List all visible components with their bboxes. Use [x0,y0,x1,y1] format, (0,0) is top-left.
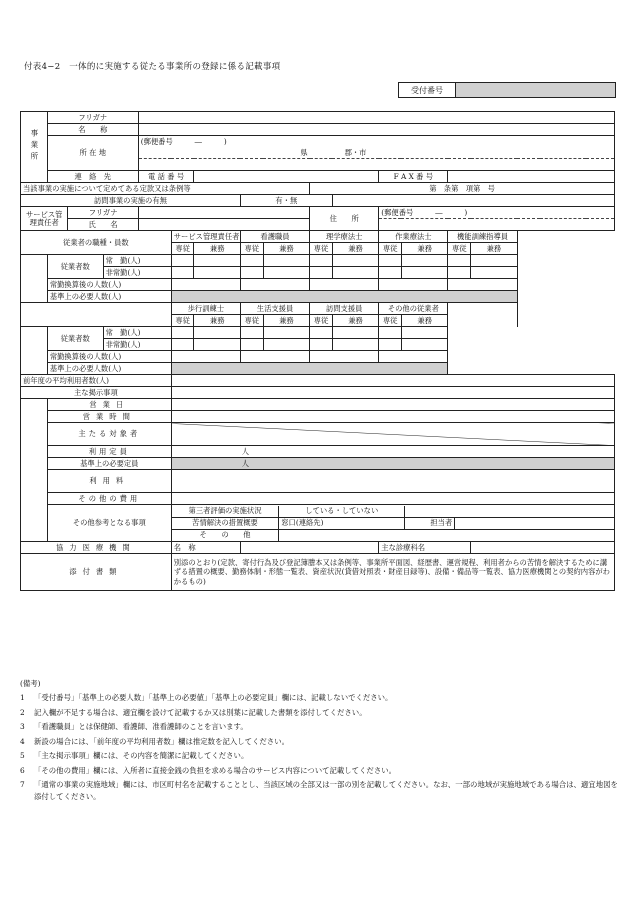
hours-field[interactable] [171,411,614,423]
receipt-number-box [398,82,616,98]
note-item: 6 「その他の費用」欄には、入所者に直接金銭の負担を求める場合のサービス内容について記載してください。 [20,765,396,775]
parttime-label: 兼務 [263,315,309,327]
office-phone-label: 電 話 番 号 [138,171,194,183]
role-5: 機能訓練指導員 [448,231,517,243]
fulltime-label: 専従 [310,243,333,255]
hours-label: 営業時間 [47,411,171,423]
role-1: サービス管理責任者 [171,231,240,243]
days-label: 営業日 [47,399,171,411]
note-item: 1 「受付番号」「基準上の必要人数」「基準上の必要値」「基準上の必要定員」欄には、記載しないでください。 [20,693,393,703]
fulltime-label: 専従 [240,315,263,327]
parttime-label: 兼務 [401,243,447,255]
capacity-label: 利用定員 [47,446,171,458]
receipt-number-label: 受付番号 [399,83,456,97]
visit-label: 訪問事業の実施の有無 [21,195,241,207]
parttime-label: 兼務 [194,243,240,255]
notes-section [20,678,620,805]
manager-furigana-field[interactable] [138,207,309,219]
office-name-label: 名 称 [47,124,138,136]
manager-label: サービス管理責任者 [21,207,68,231]
manager-name-field[interactable] [138,219,309,231]
other-fee-label: その他の費用 [47,493,171,505]
attach-text: 別添のとおり(定款、寄付行為及び登記簿謄本又は条例等、事業所平面図、経歴書、運営規程、利用者からの苦情を解決するために講ずる措置の概要、勤務体制・形態一覧表、資産状況(貸借対照表・財産目録等)、設備・備品等一覧表、協力医療機関との契約内容がわかるもの) [171,554,614,591]
registration-form-table [20,111,615,591]
notes-heading: (備考) [20,679,41,688]
cooperation-name-field[interactable] [240,542,378,554]
note-item: 5 「主な掲示事項」欄には、その内容を簡潔に記載してください。 [20,751,249,761]
nonregular-label-2: 非常勤(人) [103,339,171,351]
staff-count-label-2: 従業者数 [47,327,103,351]
third-party-value[interactable]: している・していない [279,506,405,518]
fulltime-label: 専従 [379,243,402,255]
days-field[interactable] [171,399,614,411]
office-furigana-field[interactable] [138,112,614,124]
other-fee-field[interactable] [171,493,614,505]
attach-label: 添付書類 [21,554,172,591]
staff-header: 従業者の職種・員数 [21,231,172,255]
regular-label-2: 常 勤(人) [103,327,171,339]
parttime-label: 兼務 [194,315,240,327]
role-2: 看護職員 [240,231,309,243]
note-item: 4 新設の場合には、「前年度の平均利用者数」欄は推定数を記入してください。 [20,736,289,746]
converted-label: 常勤換算後の人数(人) [47,279,171,291]
fulltime-label: 専従 [171,243,194,255]
parttime-label: 兼務 [263,243,309,255]
window-label[interactable]: 窓口(連絡先) [279,517,405,529]
cooperation-name-label: 名 称 [171,542,240,554]
third-party-label: 第三者評価の実施状況 [172,506,279,518]
visit-value[interactable]: 有・無 [240,195,332,207]
fee-field[interactable] [171,470,614,493]
role-7: 生活支援員 [240,303,309,315]
manager-name-label: 氏 名 [68,219,138,231]
role-4: 作業療法士 [379,231,448,243]
required-label-2: 基準上の必要人数(人) [47,363,171,375]
fulltime-label: 専従 [310,315,333,327]
required-shaded [171,291,517,303]
note-item: 7 「通常の事業の実施地域」欄には、市区町村名を記載することとし、当該区域の全部又は一部の別を記載してください。なお、一部の地域が実施地域である場合は、適宜地図を添付してください。 [20,780,618,801]
role-3: 理学療法士 [310,231,379,243]
target-field[interactable] [171,423,614,446]
avg-users-label: 前年度の平均利用者数(人) [21,375,172,387]
parttime-label: 兼務 [332,243,378,255]
office-fax-label: F A X 番 号 [379,171,448,183]
office-furigana-label: フリガナ [47,112,138,124]
fulltime-label: 専従 [379,315,402,327]
office-phone-field[interactable] [194,171,379,183]
regulation-value[interactable]: 第 条第 項第 号 [310,183,615,195]
regulation-label: 当該事業の実施について定めてある定款又は条例等 [21,183,310,195]
required-shaded-2 [171,363,448,375]
manager-furigana-label: フリガナ [68,207,138,219]
office-city-label: 郡・市 [344,147,367,157]
office-section-label: 事業所 [21,112,48,183]
avg-users-field[interactable] [171,375,614,387]
regular-label: 常 勤(人) [103,255,171,267]
capacity-field[interactable]: 人 [171,446,614,458]
req-capacity-field: 人 [171,458,614,470]
parttime-label: 兼務 [401,315,447,327]
manager-address-field[interactable] [379,219,615,231]
other-label: そ の 他 [172,529,279,541]
posting-title: 主な掲示事項 [21,387,172,399]
fulltime-label: 専従 [171,315,194,327]
role-8: 訪問支援員 [310,303,379,315]
person-label: 担当者 [405,517,455,529]
required-label: 基準上の必要人数(人) [47,291,171,303]
other-field[interactable] [279,529,614,541]
role-9: その他の従業者 [379,303,448,315]
fulltime-label: 専従 [448,243,471,255]
manager-address-label: 住 所 [310,207,379,231]
office-contact-label: 連 絡 先 [47,171,138,183]
cooperation-label: 協力医療機関 [21,542,172,554]
fee-label: 利用料 [47,470,171,493]
cooperation-dept-field[interactable] [471,542,615,554]
manager-postal-field[interactable]: (郵便番号 ― ) [379,207,615,219]
office-address-line[interactable] [138,159,614,171]
note-item: 3 「看護職員」とは保健師、看護師、准看護師のことを言います。 [20,722,248,732]
parttime-label: 兼務 [471,243,517,255]
req-capacity-label: 基準上の必要定員 [47,458,171,470]
document-title: 付表4−2 一体的に実施する従たる事業所の登録に係る記載事項 [24,62,281,72]
office-fax-field[interactable] [448,171,615,183]
target-label: 主たる対象者 [47,423,171,446]
nonregular-label: 非常勤(人) [103,267,171,279]
cooperation-dept-label: 主な診療科名 [379,542,471,554]
receipt-number-field[interactable] [456,83,615,97]
staff-count-label: 従業者数 [47,255,103,279]
converted-label-2: 常勤換算後の人数(人) [47,351,171,363]
complaint-label: 苦情解決の措置概要 [172,517,279,529]
office-pref-label: 県 [300,147,308,157]
fulltime-label: 専従 [240,243,263,255]
note-item: 2 記入欄が不足する場合は、適宜欄を設けて記載するか又は別葉に記載した書類を添付してください。 [20,707,367,717]
other-ref-subtable-cell [171,505,614,542]
office-address-label: 所 在 地 [47,136,138,171]
parttime-label: 兼務 [332,315,378,327]
other-ref-label: その他参考となる事項 [47,505,171,542]
office-name-field[interactable] [138,124,614,136]
role-6: 歩行訓練士 [171,303,240,315]
office-postal-field[interactable]: (郵便番号 ― ) [138,136,614,148]
